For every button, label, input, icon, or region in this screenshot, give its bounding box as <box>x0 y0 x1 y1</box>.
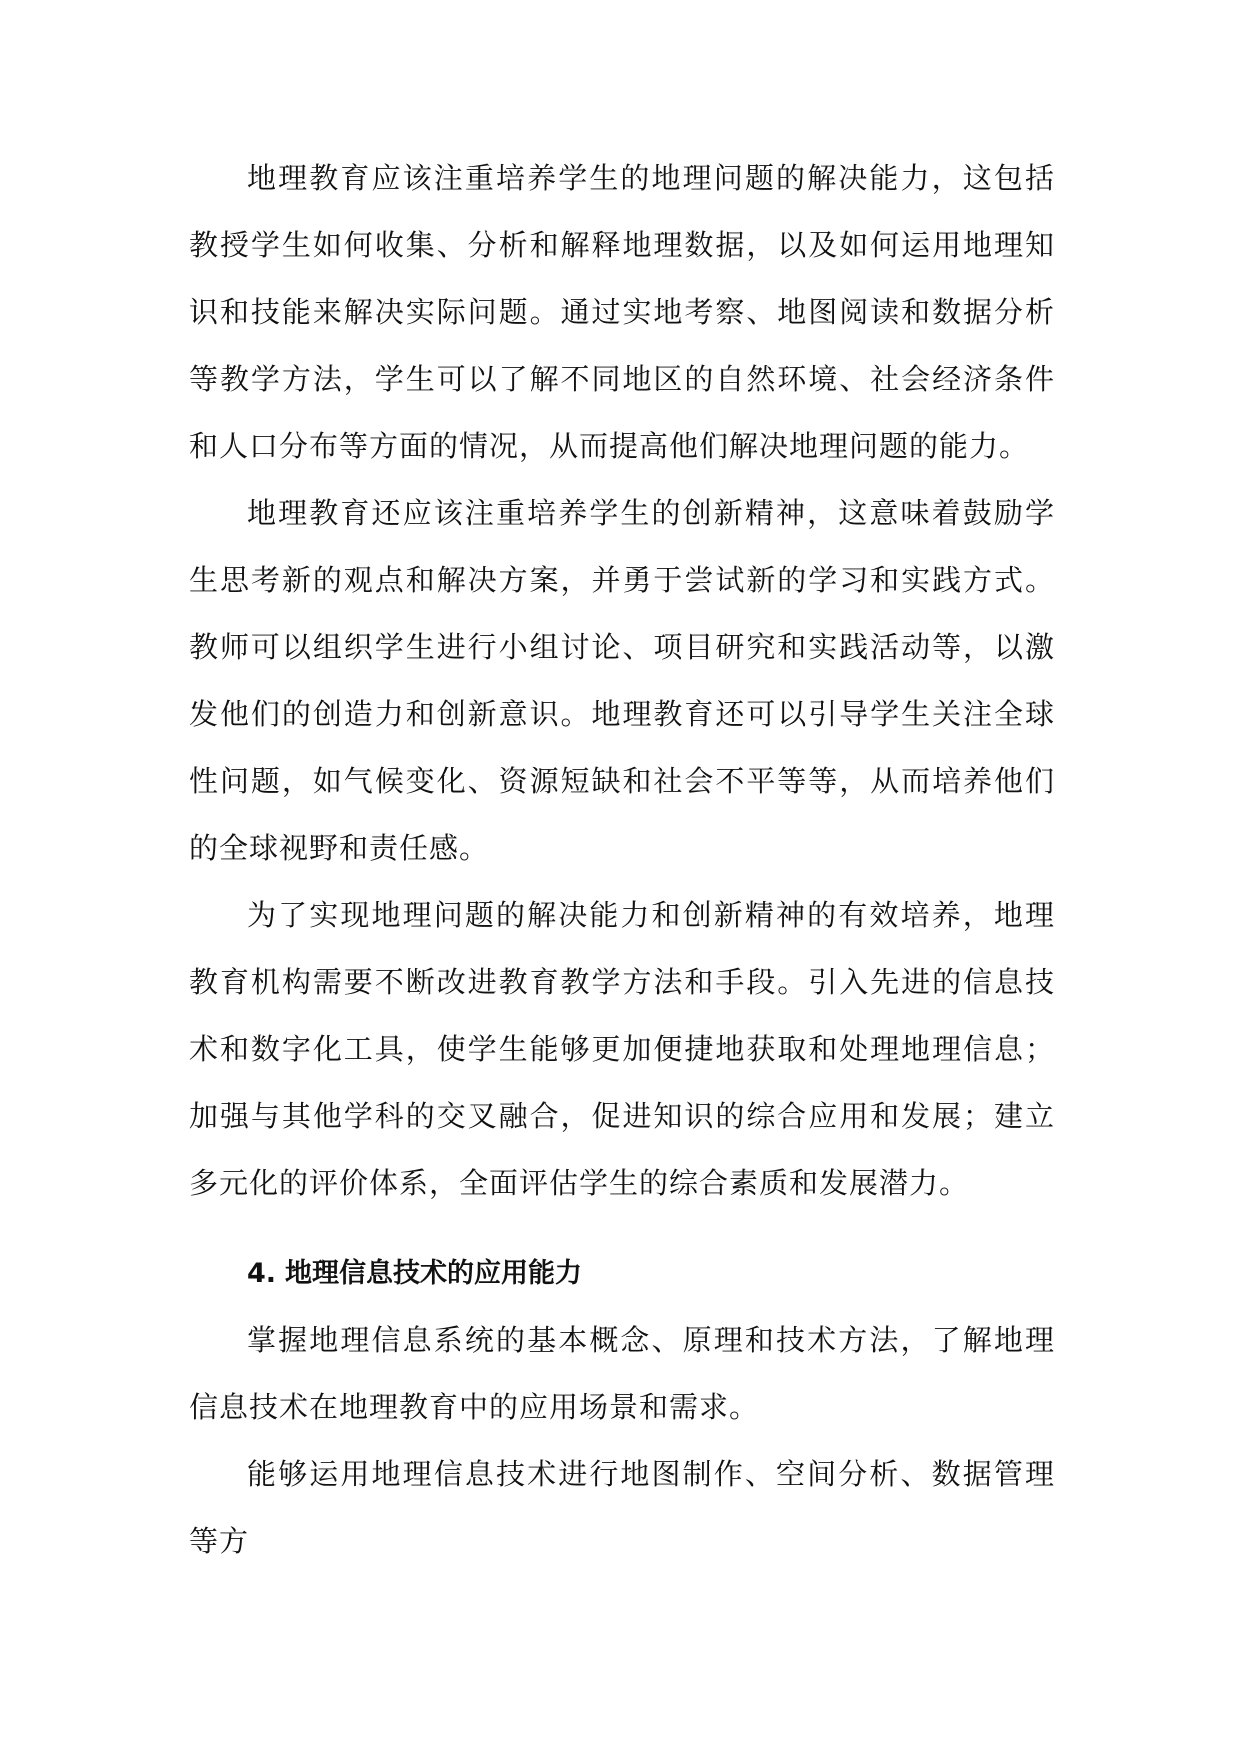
section-title: 地理信息技术的应用能力 <box>285 1258 582 1289</box>
document-body <box>189 145 1055 1575</box>
paragraph-gis-concepts: 掌握地理信息系统的基本概念、原理和技术方法，了解地理信息技术在地理教育中的应用场景和需求。 <box>189 1323 1055 1424</box>
section-heading <box>189 1240 1055 1307</box>
paragraph-teaching-improvement: 为了实现地理问题的解决能力和创新精神的有效培养，地理教育机构需要不断改进教育教学方法和手段。引入先进的信息技术和数字化工具，使学生能够更加便捷地获取和处理地理信息；加强与其他学科的交叉融合，促进知识的综合应用和发展；建立多元化的评价体系，全面评估学生的综合素质和发展潜力。 <box>189 898 1055 1200</box>
paragraph-gis-application: 能够运用地理信息技术进行地图制作、空间分析、数据管理等方 <box>189 1457 1055 1558</box>
paragraph-innovation-spirit: 地理教育还应该注重培养学生的创新精神，这意味着鼓励学生思考新的观点和解决方案，并勇于尝试新的学习和实践方式。教师可以组织学生进行小组讨论、项目研究和实践活动等，以激发他们的创造力和创新意识。地理教育还可以引导学生关注全球性问题，如气候变化、资源短缺和社会不平等等，从而培养他们的全球视野和责任感。 <box>189 496 1055 865</box>
paragraph-problem-solving: 地理教育应该注重培养学生的地理问题的解决能力，这包括教授学生如何收集、分析和解释地理数据，以及如何运用地理知识和技能来解决实际问题。通过实地考察、地图阅读和数据分析等教学方法，学生可以了解不同地区的自然环境、社会经济条件和人口分布等方面的情况，从而提高他们解决地理问题的能力。 <box>189 161 1055 463</box>
section-number: 4. <box>247 1258 277 1289</box>
